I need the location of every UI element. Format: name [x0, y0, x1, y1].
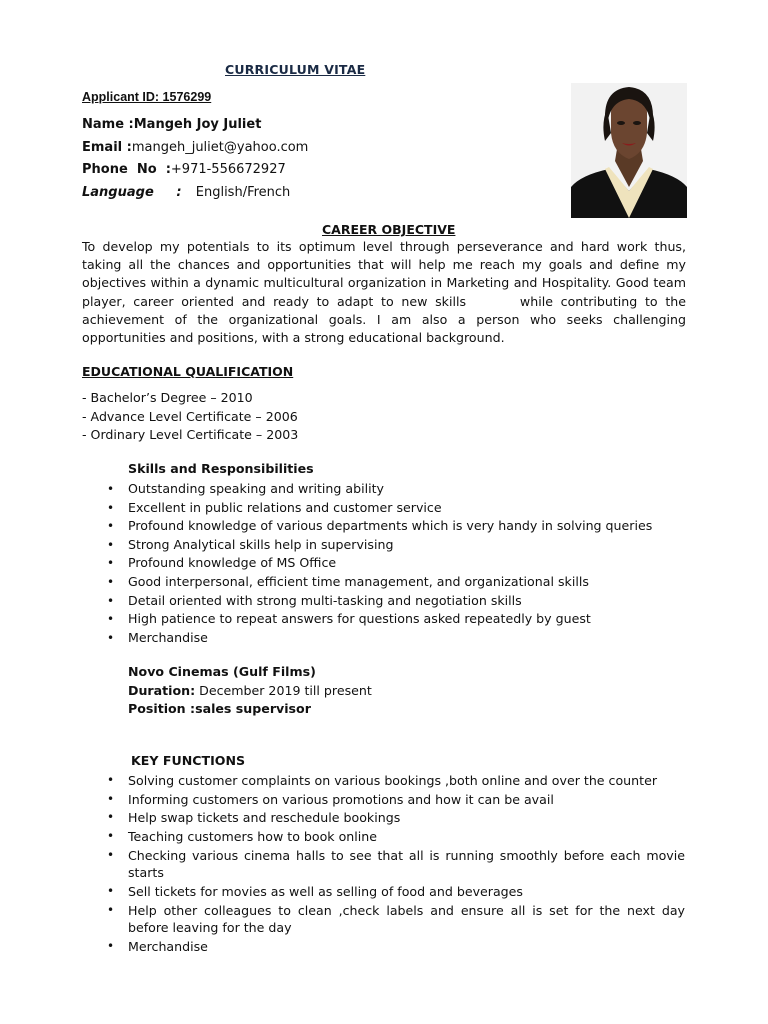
bullet-icon: •	[107, 482, 115, 496]
position-line: Position :sales supervisor	[128, 701, 311, 716]
bullet-icon: •	[107, 902, 115, 917]
phone-value: +971-556672927	[170, 162, 286, 177]
skill-item: • Merchandise	[107, 629, 652, 648]
skill-item: • Outstanding speaking and writing ability	[107, 480, 652, 499]
bullet-icon: •	[107, 519, 115, 534]
skill-item: • High patience to repeat answers for questions asked repeatedly by guest	[107, 610, 652, 629]
function-item: • Checking various cinema halls to see that all is running smoothly before each movie starts	[107, 847, 685, 881]
skill-item: • Good interpersonal, efficient time management, and organizational skills	[107, 573, 652, 592]
skills-heading: Skills and Responsibilities	[128, 461, 314, 476]
skill-item: • Strong Analytical skills help in supervising	[107, 536, 652, 555]
skill-item: • Profound knowledge of MS Office	[107, 554, 652, 573]
language-label: Language :	[82, 185, 182, 200]
email-label: Email :	[82, 140, 132, 155]
language-line	[82, 185, 290, 200]
function-item: • Sell tickets for movies as well as selling of food and beverages	[107, 883, 523, 899]
bullet-icon: •	[107, 556, 115, 571]
bullet-icon: •	[107, 593, 115, 608]
function-item: • Solving customer complaints on various bookings ,both online and over the counter	[107, 773, 658, 788]
name-label: Name :	[82, 117, 134, 132]
function-item: • Help swap tickets and reschedule bookings	[107, 810, 401, 826]
education-item: - Advance Level Certificate – 2006	[82, 408, 298, 424]
skill-item: • Excellent in public relations and customer service	[107, 499, 652, 518]
email-line	[82, 140, 308, 155]
name-value: Mangeh Joy Juliet	[133, 117, 262, 132]
function-item: • Merchandise	[107, 938, 208, 954]
function-item: • Informing customers on various promotions and how it can be avail	[107, 791, 554, 807]
bullet-icon: •	[107, 829, 115, 844]
language-value: English/French	[195, 185, 291, 200]
skills-list	[107, 480, 652, 647]
duration-value: December 2019 till present	[195, 682, 372, 698]
company-name: Novo Cinemas (Gulf Films)	[128, 664, 316, 679]
name-line	[82, 117, 261, 132]
bullet-icon: •	[107, 938, 115, 953]
bullet-icon: •	[107, 612, 115, 627]
phone-label: Phone No :	[82, 162, 171, 177]
career-objective-text: To develop my potentials to its optimum level through perseverance and hard work thus, taking all the chances and opportunities that will help me reach my goals and define my objectives within a dynamic multicultural organization in Marketing and Hospitality. Good team player, career oriented and ready to adapt to new skills while contributing to the achievement of the organizational goals. I am also a person who seeks challenging opportunities and positions, with a strong educational background.	[82, 239, 691, 346]
skill-item: • Detail oriented with strong multi-tasking and negotiation skills	[107, 592, 652, 611]
education-item: - Ordinary Level Certificate – 2003	[82, 427, 299, 442]
skill-item: • Profound knowledge of various departments which is very handy in solving queries	[107, 517, 652, 536]
bullet-icon: •	[107, 773, 115, 787]
email-value: mangeh_juliet@yahoo.com	[131, 140, 309, 155]
bullet-icon: •	[107, 810, 115, 825]
portrait-image	[571, 83, 687, 218]
education-list	[82, 389, 298, 445]
function-item: • Teaching customers how to book online	[107, 829, 378, 845]
profile-photo	[571, 83, 687, 218]
phone-line	[82, 162, 286, 177]
key-functions-list	[107, 772, 685, 957]
duration-label: Duration:	[128, 682, 196, 698]
applicant-id: Applicant ID: 1576299	[82, 90, 212, 104]
career-objective-heading: CAREER OBJECTIVE	[322, 222, 456, 237]
bullet-icon: •	[107, 500, 115, 515]
education-heading: EDUCATIONAL QUALIFICATION	[82, 364, 294, 379]
bullet-icon: •	[107, 537, 115, 552]
function-item: • Help other colleagues to clean ,check labels and ensure all is set for the next day before leaving for the day	[107, 902, 685, 936]
experience-block	[128, 663, 372, 719]
bullet-icon: •	[107, 847, 115, 862]
bullet-icon: •	[107, 630, 115, 645]
cv-title: CURRICULUM VITAE	[225, 62, 366, 77]
bullet-icon: •	[107, 883, 115, 898]
duration-line	[128, 682, 372, 701]
bullet-icon: •	[107, 791, 115, 806]
bullet-icon: •	[107, 574, 115, 589]
key-functions-heading: KEY FUNCTIONS	[131, 753, 246, 768]
education-item: - Bachelor’s Degree – 2010	[82, 390, 253, 405]
